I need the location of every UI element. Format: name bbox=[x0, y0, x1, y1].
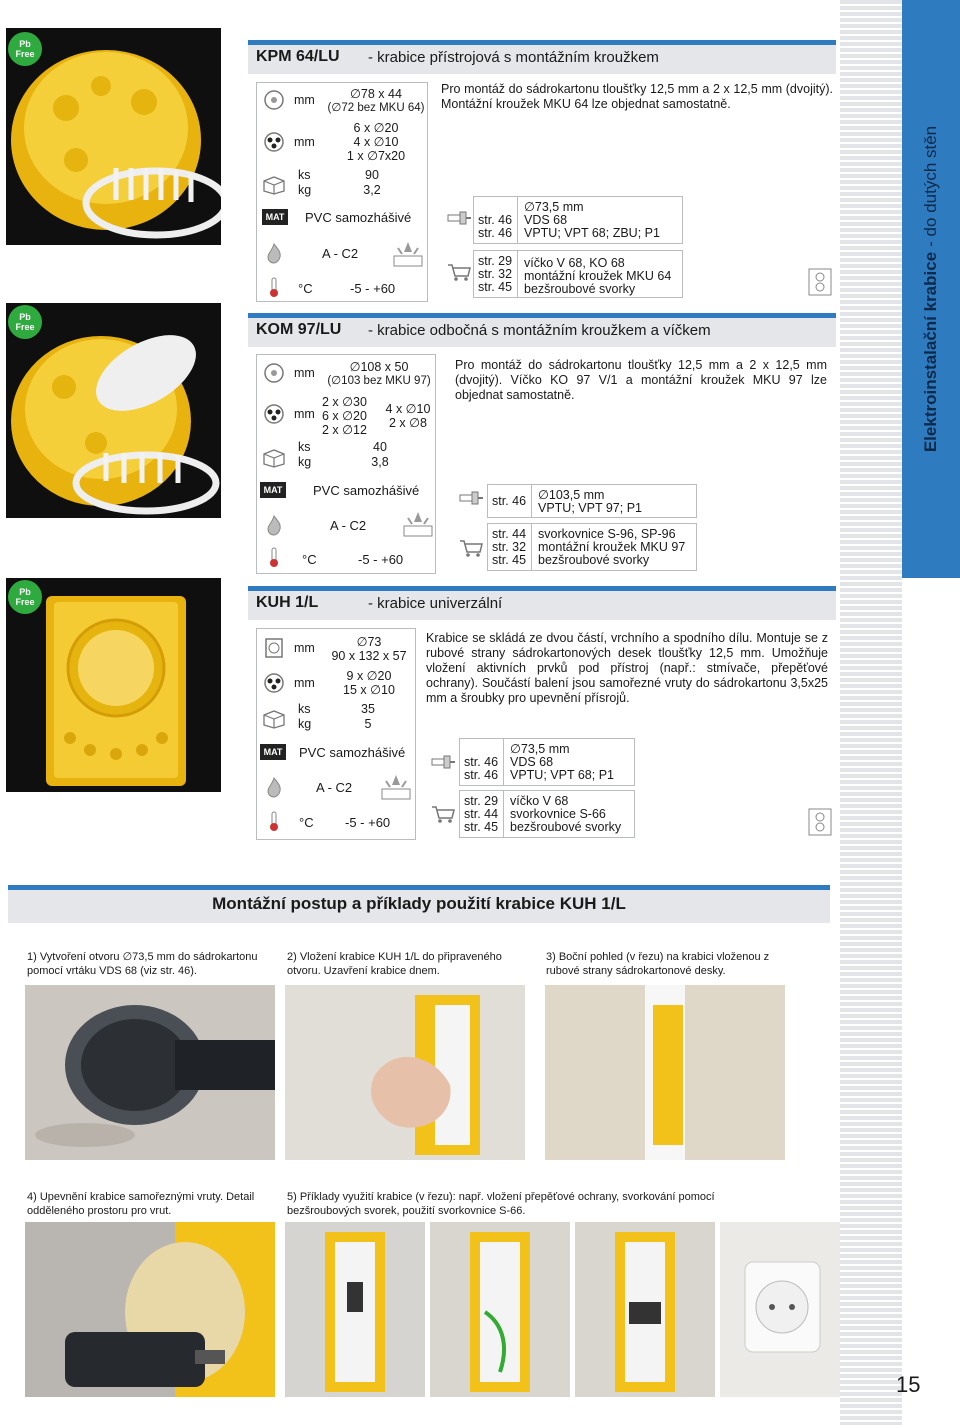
cart-icon bbox=[430, 804, 456, 824]
product-description: - krabice univerzální bbox=[368, 594, 503, 612]
installation-type-icon bbox=[808, 268, 832, 296]
temperature-unit: °C bbox=[299, 815, 314, 830]
installation-type-icon bbox=[808, 808, 832, 836]
drill-bit-icon bbox=[446, 208, 472, 228]
holes-values: 2 x ∅30 6 x ∅20 2 x ∅12 bbox=[322, 395, 367, 437]
step2-illustration bbox=[285, 985, 525, 1160]
size-unit: mm bbox=[294, 641, 315, 655]
thermometer-icon bbox=[260, 810, 288, 832]
package-icon bbox=[260, 707, 288, 729]
product-note: Krabice se skládá ze dvou částí, vrchního a spodního dílu. Montuje se z rubové strany sádrokartonových desek tloušťky 12,5 mm. Umožňuje vložení aktivních prvků pod přístroj (např.: stmívače, přepěťové ochrany). Součástí balení jsou samořezné vruty do sádrokartonu 3,5x25 mm a šroubky pro upevnění přísrojů. bbox=[426, 631, 828, 705]
accessory-items: víčko V 68, KO 68 montážní kroužek MKU 64 bezšroubové svorky bbox=[524, 256, 672, 296]
product-header-kpm64 bbox=[248, 40, 836, 74]
product-photo-kom97 bbox=[6, 303, 221, 518]
size-values: ∅78 x 44 (∅72 bez MKU 64) bbox=[327, 87, 425, 114]
pack-units: ks kg bbox=[298, 440, 312, 469]
accessory-reference-2 bbox=[487, 523, 697, 571]
pb-free-icon: Pb Free bbox=[8, 32, 42, 66]
category-sidebar bbox=[902, 0, 960, 578]
step5a-illustration bbox=[285, 1222, 425, 1397]
holes-values-small: 4 x ∅10 2 x ∅8 bbox=[385, 402, 431, 430]
pack-units: ks kg bbox=[298, 168, 312, 197]
side-stripe bbox=[840, 0, 902, 1425]
accessory-items: svorkovnice S-96, SP-96 montážní kroužek MKU 97 bezšroubové svorky bbox=[538, 527, 686, 567]
accessory-items: ∅103,5 mm VPTU; VPT 97; P1 bbox=[538, 488, 642, 515]
size-values: ∅73 90 x 132 x 57 bbox=[331, 635, 407, 663]
page-refs: str. 29 str. 44 str. 45 bbox=[460, 791, 504, 837]
page-refs: str. 44 str. 32 str. 45 bbox=[488, 524, 532, 570]
flame-icon bbox=[260, 776, 288, 798]
fire-class: A - C2 bbox=[316, 780, 353, 795]
accessory-reference-1 bbox=[473, 196, 683, 244]
fire-class: A - C2 bbox=[322, 246, 359, 261]
material-text: PVC samozhášivé bbox=[305, 210, 412, 225]
holes-values: 9 x ∅20 15 x ∅10 bbox=[343, 669, 395, 697]
thermometer-icon bbox=[260, 276, 288, 298]
drill-bit-icon bbox=[430, 752, 456, 772]
knockout-holes-icon bbox=[260, 672, 288, 694]
product-description: - krabice odbočná s montážním kroužkem a víčkem bbox=[368, 321, 711, 339]
step-photo-5c bbox=[575, 1222, 715, 1397]
page-number: 15 bbox=[896, 1372, 921, 1397]
pack-values: 90 3,2 bbox=[363, 168, 381, 197]
temperature-range: -5 - +60 bbox=[350, 281, 396, 296]
page-refs: str. 46 str. 46 bbox=[460, 739, 504, 785]
fire-class: A - C2 bbox=[330, 518, 367, 533]
accessory-reference-1 bbox=[487, 484, 697, 518]
knockout-holes-icon bbox=[260, 131, 288, 153]
certification-icon bbox=[392, 238, 424, 270]
material-text: PVC samozhášivé bbox=[313, 483, 420, 498]
step-caption-2: 2) Vložení krabice KUH 1/L do připraveného otvoru. Uzavření krabice dnem. bbox=[287, 951, 502, 977]
thermometer-icon bbox=[260, 546, 288, 568]
category-label bbox=[902, 0, 960, 578]
page-refs: str. 46 bbox=[488, 485, 532, 517]
step5d-illustration bbox=[720, 1222, 840, 1397]
package-icon bbox=[260, 446, 288, 468]
pack-values: 40 3,8 bbox=[371, 440, 389, 469]
cart-icon bbox=[458, 538, 484, 558]
pack-units: ks kg bbox=[298, 702, 312, 731]
certification-icon bbox=[402, 508, 434, 540]
step-photo-5b bbox=[430, 1222, 570, 1397]
product-code: KPM 64/LU bbox=[256, 48, 340, 65]
holes-unit: mm bbox=[294, 407, 315, 421]
step1-illustration bbox=[25, 985, 275, 1160]
temperature-unit: °C bbox=[302, 552, 317, 567]
product-kpm64-illustration bbox=[6, 28, 221, 245]
temperature-range: -5 - +60 bbox=[358, 552, 404, 567]
product-kuh1-illustration bbox=[6, 578, 221, 792]
step-photo-1 bbox=[25, 985, 275, 1160]
material-icon: MAT bbox=[260, 744, 286, 760]
flame-icon bbox=[260, 514, 288, 536]
accessory-reference-1 bbox=[459, 738, 635, 786]
product-header-kuh1 bbox=[248, 586, 836, 620]
step-caption-3: 3) Boční pohled (v řezu) na krabici vloženou z rubové strany sádrokartonové desky. bbox=[546, 951, 770, 977]
step-photo-4 bbox=[25, 1222, 275, 1397]
pack-values: 35 5 bbox=[361, 702, 375, 731]
flame-icon bbox=[260, 242, 288, 264]
product-photo-kuh1 bbox=[6, 578, 221, 792]
package-icon bbox=[260, 173, 288, 195]
category-label-bold: Elektroinstalační krabice bbox=[921, 251, 940, 453]
step-caption-5: 5) Příklady využití krabice (v řezu): např. vložení přepěťové ochrany, svorkování pomocí bezšroubových svorek, použití svorkovnice S-66. bbox=[287, 1191, 715, 1217]
material-icon: MAT bbox=[260, 482, 286, 498]
product-header-kom97 bbox=[248, 313, 836, 347]
procedure-title: Montážní postup a příklady použití krabice KUH 1/L bbox=[8, 885, 830, 923]
pb-free-icon: Pb Free bbox=[8, 580, 42, 614]
product-kom97-illustration bbox=[6, 303, 221, 518]
page-refs: str. 29 str. 32 str. 45 bbox=[474, 251, 518, 297]
product-note: Pro montáž do sádrokartonu tloušťky 12,5 mm a 2 x 12,5 mm (dvojitý). Víčko KO 97 V/1 a montážní kroužek MKU 97 lze objednat samostatně. bbox=[455, 358, 827, 402]
category-label-rest: - do dutých stěn bbox=[921, 125, 940, 247]
dimension-icon bbox=[260, 89, 288, 111]
dimension-icon bbox=[260, 637, 288, 659]
product-description: - krabice přístrojová s montážním kroužkem bbox=[368, 48, 659, 66]
pb-free-icon: Pb Free bbox=[8, 305, 42, 339]
size-values: ∅108 x 50 (∅103 bez MKU 97) bbox=[327, 360, 431, 387]
material-icon: MAT bbox=[262, 209, 288, 225]
step-caption-4: 4) Upevnění krabice samořeznými vruty. Detail odděleného prostoru pro vrut. bbox=[27, 1191, 255, 1217]
dimension-icon bbox=[260, 362, 288, 384]
product-note: Pro montáž do sádrokartonu tloušťky 12,5 mm a 2 x 12,5 mm (dvojitý). Montážní kroužek MKU 64 lze objednat samostatně. bbox=[441, 82, 833, 111]
step-photo-2 bbox=[285, 985, 525, 1160]
holes-values: 6 x ∅20 4 x ∅10 1 x ∅7x20 bbox=[346, 121, 406, 163]
size-unit: mm bbox=[294, 93, 315, 107]
accessory-items: ∅73,5 mm VDS 68 VPTU; VPT 68; P1 bbox=[510, 742, 614, 782]
accessory-items: ∅73,5 mm VDS 68 VPTU; VPT 68; ZBU; P1 bbox=[524, 200, 660, 240]
step3-illustration bbox=[545, 985, 785, 1160]
drill-bit-icon bbox=[458, 488, 484, 508]
step4-illustration bbox=[25, 1222, 275, 1397]
product-code: KOM 97/LU bbox=[256, 321, 342, 338]
knockout-holes-icon bbox=[260, 403, 288, 425]
step5c-illustration bbox=[575, 1222, 715, 1397]
step-caption-1: 1) Vytvoření otvoru ∅73,5 mm do sádrokartonu pomocí vrtáku VDS 68 (viz str. 46). bbox=[27, 951, 258, 977]
holes-unit: mm bbox=[294, 135, 315, 149]
product-photo-kpm64 bbox=[6, 28, 221, 245]
size-unit: mm bbox=[294, 366, 315, 380]
holes-unit: mm bbox=[294, 676, 315, 690]
step5b-illustration bbox=[430, 1222, 570, 1397]
certification-icon bbox=[380, 771, 412, 803]
material-text: PVC samozhášivé bbox=[299, 745, 406, 760]
step-photo-5a bbox=[285, 1222, 425, 1397]
product-code: KUH 1/L bbox=[256, 594, 319, 611]
accessory-items: víčko V 68 svorkovnice S-66 bezšroubové svorky bbox=[510, 794, 622, 834]
cart-icon bbox=[446, 262, 472, 282]
step-photo-3 bbox=[545, 985, 785, 1160]
accessory-reference-2 bbox=[459, 790, 635, 838]
accessory-reference-2 bbox=[473, 250, 683, 298]
step-photo-5d bbox=[720, 1222, 840, 1397]
temperature-unit: °C bbox=[298, 281, 313, 296]
page-refs: str. 46 str. 46 bbox=[474, 197, 518, 243]
temperature-range: -5 - +60 bbox=[345, 815, 391, 830]
